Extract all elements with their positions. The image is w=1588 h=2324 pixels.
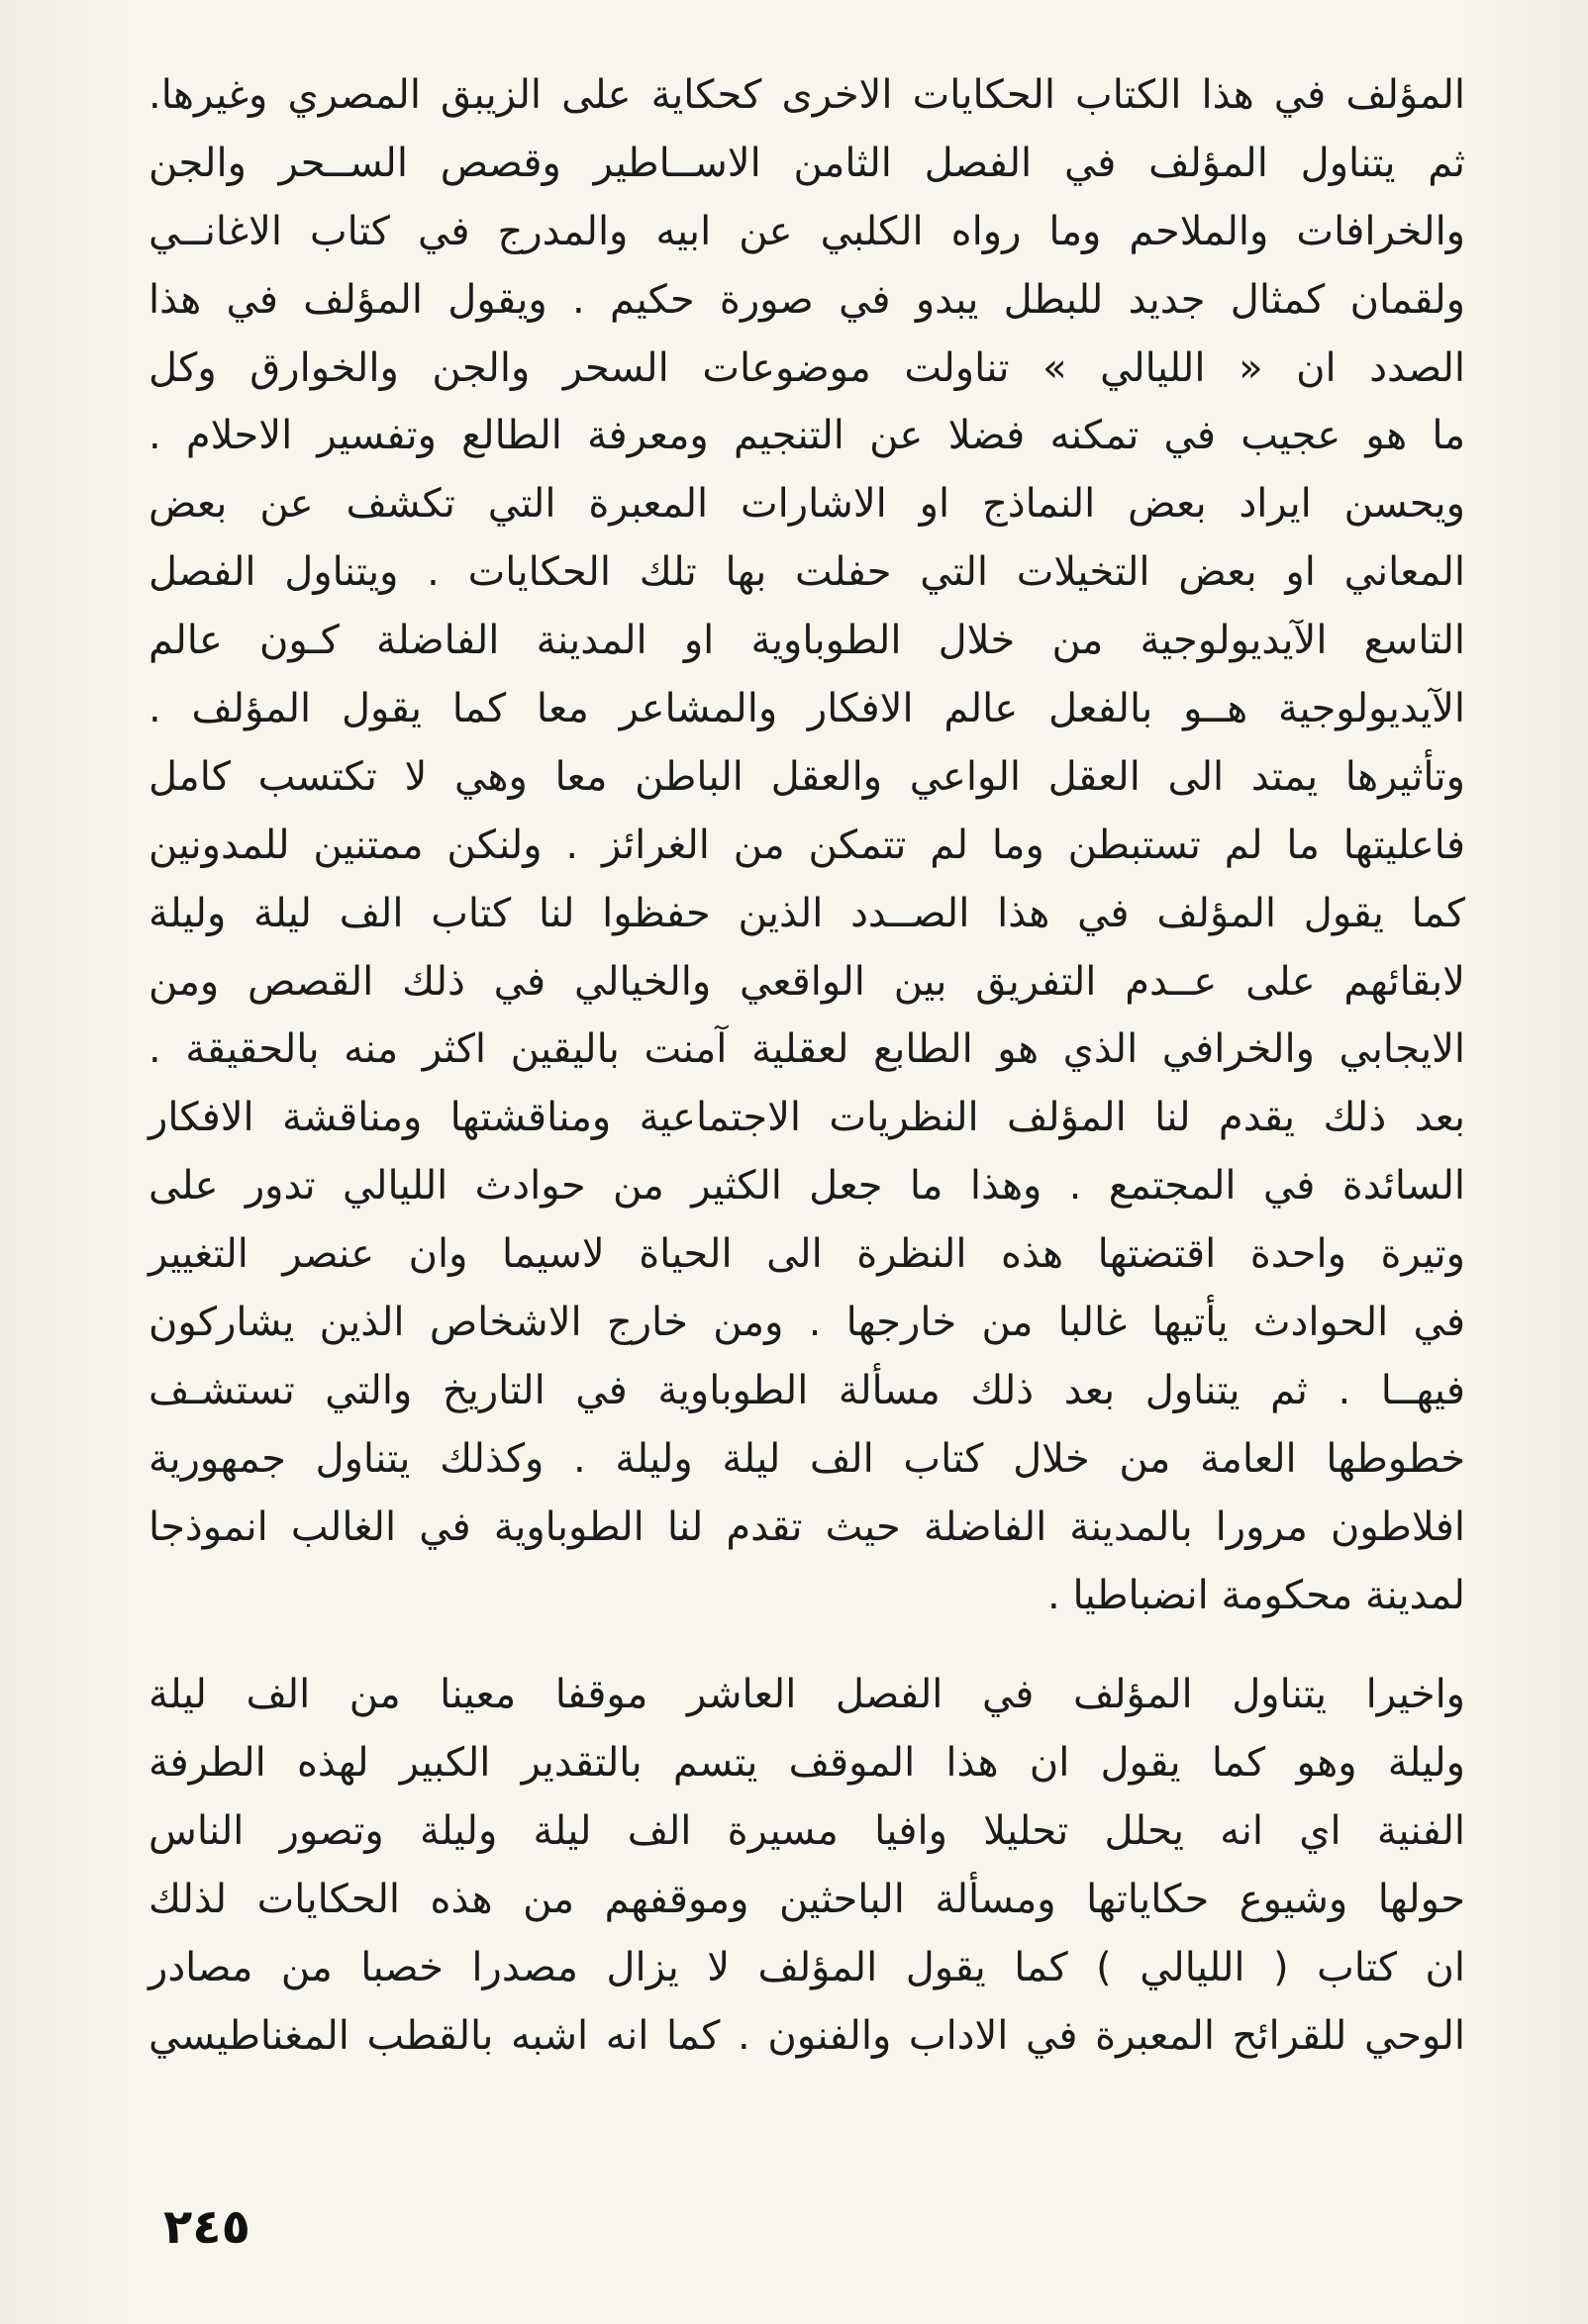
text-line: الفنية اي انه يحلل تحليلا وافيا مسيرة الف ليلة وليلة وتصور الناس [149,1808,1465,1855]
text-line: افلاطون مرورا بالمدينة الفاضلة حيث تقدم لنا الطوباوية في الغالب انموذجا [149,1503,1465,1550]
body-text [149,61,1465,2071]
text-line: فاعليتها ما لم تستبطن وما لم تتمكن من الغرائز . ولنكن ممتنين للمدونين [149,822,1465,868]
text-line: المعاني او بعض التخيلات التي حفلت بها تلك الحكايات . ويتناول الفصل [149,549,1465,596]
paragraph-gap [149,1629,1465,1661]
text-line: ما هو عجيب في تمكنه فضلا عن التنجيم ومعرفة الطالع وتفسير الاحلام . [149,413,1465,459]
paragraph [149,1661,1465,2070]
text-line: الآيديولوجية هــو بالفعل عالم الافكار والمشاعر معا كما يقول المؤلف . [149,686,1465,732]
paragraph [149,470,1465,743]
text-line: ثم يتناول المؤلف في الفصل الثامن الاســاطير وقصص الســحر والجن [149,140,1465,186]
text-line: التاسع الآيديولوجية من خلال الطوباوية او المدينة الفاضلة كـون عالم [149,618,1465,664]
page-number: ٢٤٥ [163,2199,250,2255]
text-line: وتأثيرها يمتد الى العقل الواعي والعقل الباطن معا وهي لا تكتسب كامل [149,753,1465,800]
text-line: في الحوادث يأتيها غالبا من خارجها . ومن خارج الاشخاص الذين يشاركون [149,1300,1465,1346]
text-line: الايجابي والخرافي الذي هو الطابع لعقلية آمنت باليقين اكثر منه بالحقيقة . [149,1026,1465,1073]
text-line: السائدة في المجتمع . وهذا ما جعل الكثير من حوادث الليالي تدور على [149,1163,1465,1210]
text-line: الصدد ان « الليالي » تناولت موضوعات السحر والجن والخوارق وكل [149,344,1465,391]
text-line: خطوطها العامة من خلال كتاب الف ليلة وليلة . وكذلك يتناول جمهورية [149,1435,1465,1482]
text-line: ان كتاب ( الليالي ) كما يقول المؤلف لا يزال مصدرا خصبا من مصادر [149,1945,1465,1991]
text-line: والخرافات والملاحم وما رواه الكلبي عن ابيه والمدرج في كتاب الاغانــي [149,208,1465,254]
text-line: واخيرا يتناول المؤلف في الفصل العاشر موقفا معينا من الف ليلة [149,1672,1465,1718]
text-line: كما يقول المؤلف في هذا الصــدد الذين حفظوا لنا كتاب الف ليلة وليلة [149,890,1465,936]
text-line: لابقائهم على عــدم التفريق بين الواقعي والخيالي في ذلك القصص ومن [149,958,1465,1005]
text-line: المؤلف في هذا الكتاب الحكايات الاخرى كحكاية على الزيبق المصري وغيرها. [149,72,1465,118]
text-line: ويحسن ايراد بعض النماذج او الاشارات المعبرة التي تكشف عن بعض [149,481,1465,528]
text-line: الوحي للقرائح المعبرة في الاداب والفنون . كما انه اشبه بالقطب المغناطيسي [149,2012,1465,2059]
paragraph [149,743,1465,1630]
paragraph [149,61,1465,470]
text-line: وليلة وهو كما يقول ان هذا الموقف يتسم بالتقدير الكبير لهذه الطرفة [149,1740,1465,1787]
text-line: فيهــا . ثم يتناول بعد ذلك مسألة الطوباوية في التاريخ والتي تستشـف [149,1367,1465,1413]
text-line: حولها وشيوع حكاياتها ومسألة الباحثين وموقفهم من هذه الحكايات لذلك [149,1877,1465,1923]
text-line: بعد ذلك يقدم لنا المؤلف النظريات الاجتماعية ومناقشتها ومناقشة الافكار [149,1095,1465,1141]
text-line: لمدينة محكومة انضباطيا . [1047,1572,1465,1618]
text-line: ولقمان كمثال جديد للبطل يبدو في صورة حكيم . ويقول المؤلف في هذا [149,276,1465,323]
text-line: وتيرة واحدة اقتضتها هذه النظرة الى الحياة لاسيما وان عنصر التغيير [149,1231,1465,1278]
